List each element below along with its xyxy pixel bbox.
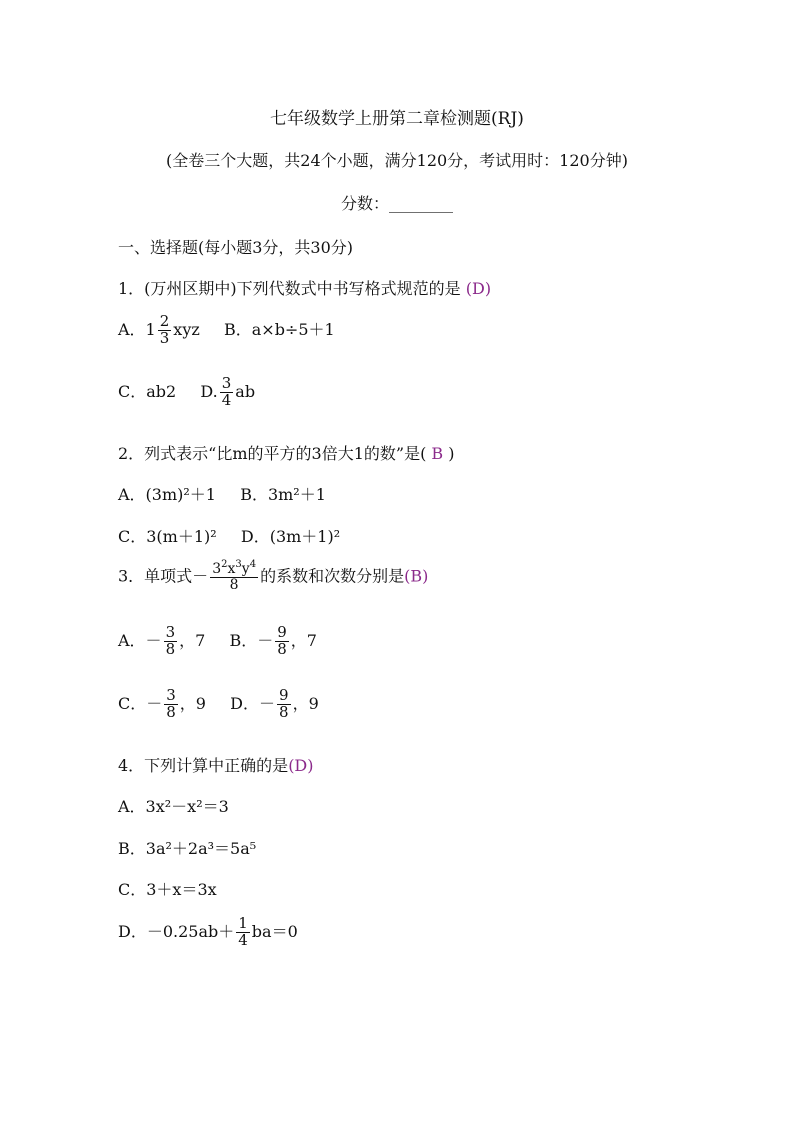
question-4-stem <box>118 753 314 776</box>
q4-option-c: C．3＋x＝3x <box>118 880 217 899</box>
section-heading: 一、选择题(每小题3分，共30分) <box>118 238 354 257</box>
q1-option-a-fraction <box>158 314 172 347</box>
q4-option-d-fraction <box>236 916 250 949</box>
fraction-numerator: 3 <box>165 623 176 641</box>
fraction-numerator: $3^2x^3y^4$ <box>212 559 257 577</box>
q3-option-c-label: C．－ <box>118 693 163 713</box>
question-3-stem <box>118 559 429 593</box>
fraction-denominator: 4 <box>238 930 248 949</box>
question-2-options-cd <box>118 524 340 547</box>
q4-option-d-tail: ba＝0 <box>251 921 298 941</box>
question-2-options-ab <box>118 482 326 505</box>
q1-option-d-label: D. <box>200 381 218 401</box>
q3-option-d-fraction <box>277 688 291 721</box>
fraction-numerator: 9 <box>279 686 289 704</box>
fraction-numerator: 3 <box>221 374 232 392</box>
score-line <box>0 191 794 214</box>
score-blank: ________ <box>389 194 453 213</box>
page-subtitle: (全卷三个大题，共24个小题，满分120分，考试用时：120分钟) <box>166 151 628 170</box>
question-1-stem <box>118 276 491 299</box>
question-1-text: 1．(万州区期中)下列代数式中书写格式规范的是 <box>118 279 461 298</box>
q3-option-a-fraction <box>164 625 178 658</box>
q1-option-d-fraction <box>220 376 234 409</box>
fraction-numerator: 2 <box>159 312 170 330</box>
q3-option-b-tail: ，7 <box>290 630 317 650</box>
question-1-options-ab <box>118 314 335 347</box>
fraction-denominator: 8 <box>166 702 176 721</box>
question-1-answer: (D) <box>465 279 492 298</box>
question-3-answer: (B) <box>404 566 429 586</box>
q3-option-c-tail: ，9 <box>179 693 206 713</box>
fraction-numerator: 1 <box>238 914 248 932</box>
q3-option-d-tail: ，9 <box>292 693 319 713</box>
question-2-answer: B <box>431 444 444 463</box>
question-2-close: ) <box>448 444 455 463</box>
question-1-options-cd <box>118 376 255 409</box>
q4-option-b: B．3a²＋2a³＝5a⁵ <box>118 839 257 858</box>
fraction-denominator: 3 <box>159 328 170 347</box>
fraction-denominator: 8 <box>279 702 289 721</box>
q3-option-b-label: B．－ <box>229 630 274 650</box>
q3-option-d-label: D．－ <box>230 693 276 713</box>
q2-option-c: C．3(m＋1)² <box>118 527 217 546</box>
question-4-text: 4．下列计算中正确的是 <box>118 756 289 775</box>
fraction-denominator: 8 <box>165 639 176 658</box>
question-3-options-cd <box>118 688 319 721</box>
question-3-prefix: 3．单项式－ <box>118 566 209 586</box>
q3-option-a-label: A．－ <box>118 630 162 650</box>
q4-option-a: A．3x²－x²＝3 <box>118 797 229 816</box>
fraction-denominator: 8 <box>229 576 239 593</box>
q4-option-d-label: D．－0.25ab＋ <box>118 921 235 941</box>
score-label: 分数： <box>340 194 389 213</box>
question-2-stem <box>118 441 455 464</box>
q2-option-b: B．3m²＋1 <box>240 485 326 504</box>
q1-option-b: B．a×b÷5＋1 <box>223 319 335 339</box>
q1-option-c: C．ab2 <box>118 381 177 401</box>
q3-option-a-tail: ，7 <box>179 630 206 650</box>
question-4-answer: (D) <box>288 756 314 775</box>
q2-option-d: D．(3m＋1)² <box>240 527 341 546</box>
fraction-denominator: 8 <box>277 639 287 658</box>
fraction-denominator: 4 <box>221 390 232 409</box>
q1-option-d-tail: ab <box>235 381 256 401</box>
q2-option-a: A．(3m)²＋1 <box>118 485 216 504</box>
question-3-options-ab <box>118 625 317 658</box>
q3-monomial-fraction <box>210 559 258 593</box>
page-title: 七年级数学上册第二章检测题(RJ) <box>270 109 524 129</box>
q3-option-c-fraction <box>164 688 178 721</box>
q4-option-d <box>118 916 298 949</box>
fraction-numerator: 3 <box>166 686 176 704</box>
question-3-suffix: 的系数和次数分别是 <box>260 566 405 586</box>
q3-option-b-fraction <box>275 625 289 658</box>
q1-option-a-label: A．1 <box>118 319 156 339</box>
question-2-text: 2．列式表示“比m的平方的3倍大1的数”是( <box>118 444 427 463</box>
q1-option-a-tail: xyz <box>173 319 200 339</box>
fraction-numerator: 9 <box>277 623 287 641</box>
